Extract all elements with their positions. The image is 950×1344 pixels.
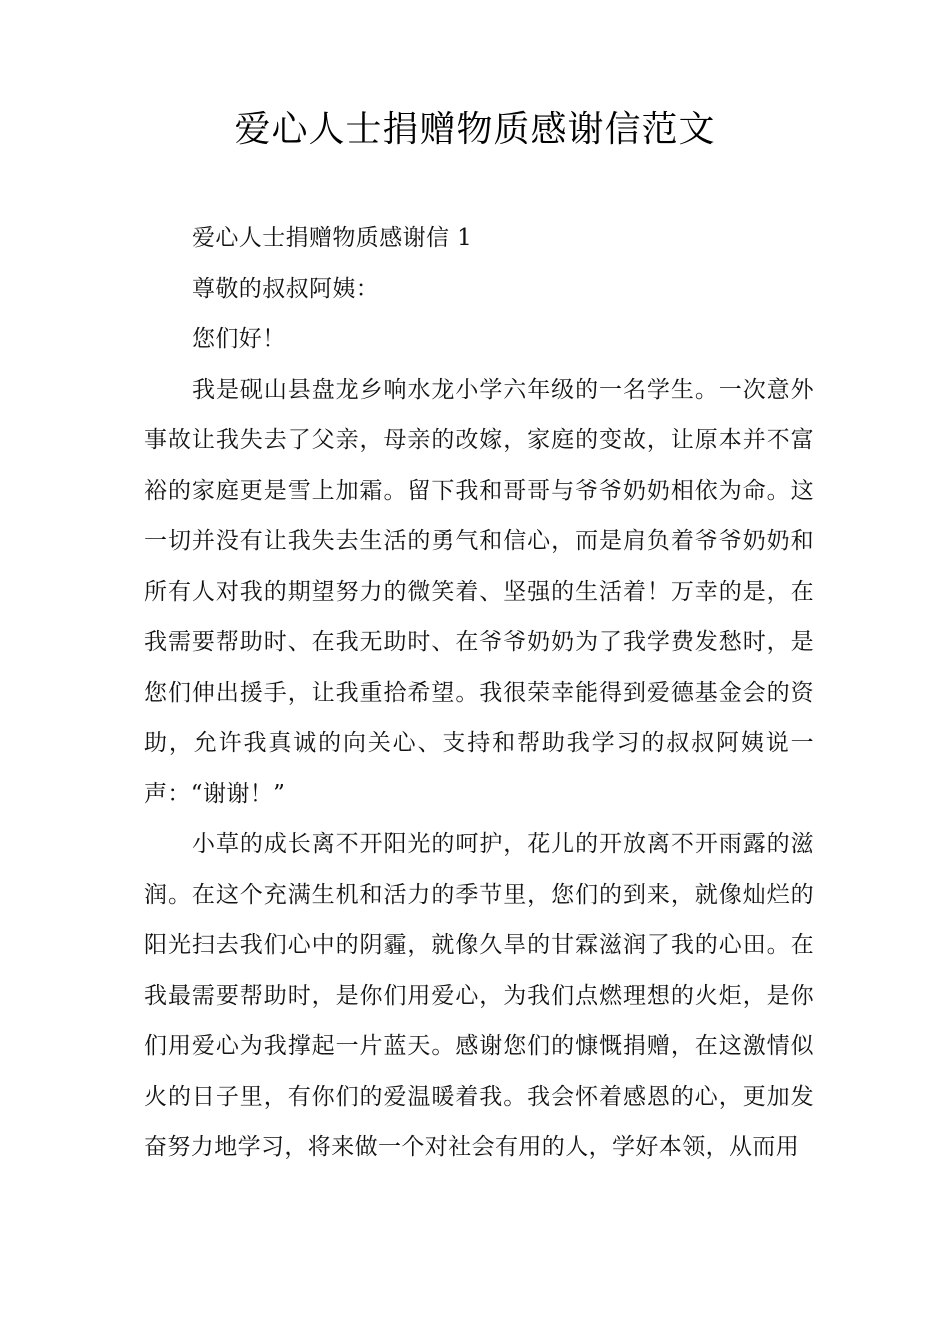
letter-salutation: 尊敬的叔叔阿姨： <box>192 275 380 302</box>
letter-paragraph-1: 我是砚山县盘龙乡响水龙小学六年级的一名学生。一次意外事故让我失去了父亲，母亲的改嫁，家庭的变故，让原本并不富裕的家庭更是雪上加霜。留下我和哥哥与爷爷奶奶相依为命。这一切并没有让我失去生活的勇气和信心，而是肩负着爷爷奶奶和所有人对我的期望努力的微笑着、坚强的生活着！万幸的是，在我需要帮助时、在我无助时、在爷爷奶奶为了我学费发愁时，是您们伸出援手，让我重拾希望。我很荣幸能得到爱德基金会的资助，允许我真诚的向关心、支持和帮助我学习的叔叔阿姨说一声：“谢谢！” <box>144 376 814 807</box>
document-title: 爱心人士捐赠物质感谢信范文 <box>234 109 716 150</box>
letter-greeting: 您们好！ <box>192 326 286 352</box>
letter-paragraph-2: 小草的成长离不开阳光的呵护，花儿的开放离不开雨露的滋润。在这个充满生机和活力的季节里，您们的到来，就像灿烂的阳光扫去我们心中的阴霾，就像久旱的甘霖滋润了我的心田。在我最需要帮助时，是你们用爱心，为我们点燃理想的火炬，是你们用爱心为我撑起一片蓝天。感谢您们的慷慨捐赠，在这激情似火的日子里，有你们的爱温暖着我。我会怀着感恩的心，更加发奋努力地学习，将来做一个对社会有用的人，学好本领，从而用 <box>144 831 814 1160</box>
document-body <box>144 213 814 1173</box>
letter-subtitle: 爱心人士捐赠物质感谢信 1 <box>192 225 473 251</box>
